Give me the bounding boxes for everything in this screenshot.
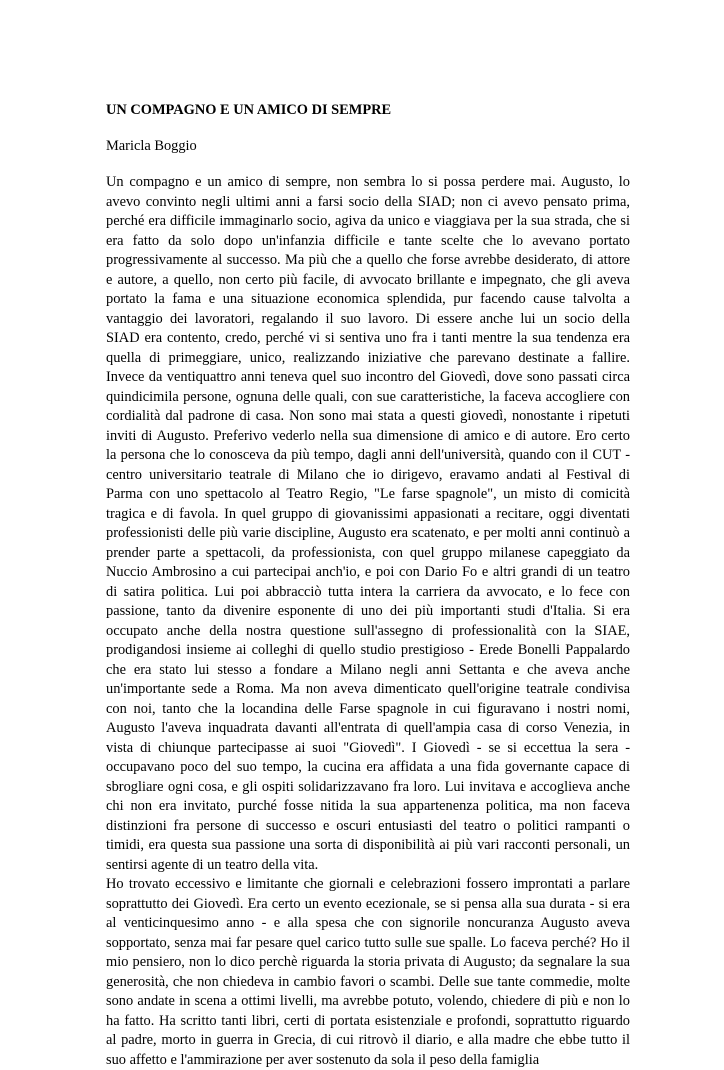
text-line: quindicimila persone, ognuna delle quali, con sue caratteristiche, la faceva accogliere con: [106, 388, 630, 408]
text-line: con noi, tanto che la locandina delle Farse spagnole in cui figuravano i nostri nomi,: [106, 700, 630, 720]
text-line: centro universitario teatrale di Milano che io dirigevo, eravamo andati al Festival di: [106, 466, 630, 486]
text-line: portato la fama e una situazione economica splendida, pur facendo cause talvolta a: [106, 290, 630, 310]
text-line: al padre, morto in guerra in Grecia, di cui ritrovò il diario, e alla madre che ebbe tutto il: [106, 1031, 630, 1051]
text-line: suo affetto e l'ammirazione per aver sostenuto da sola il peso della famiglia: [106, 1051, 630, 1070]
body-paragraph: [106, 173, 630, 875]
text-line: Parma con uno spettacolo al Teatro Regio, "Le farse spagnole", un misto di comicità: [106, 485, 630, 505]
text-line: di satira politica. Lui poi abbracciò tutta intera la carriera da avvocato, e lo fece con: [106, 583, 630, 603]
text-line: era fatto da solo dopo un'infanzia difficile e tante scelte che lo avevano portato: [106, 232, 630, 252]
text-line: al venticinquesimo anno - e alla spesa che con signorile noncuranza Augusto aveva: [106, 914, 630, 934]
text-line: Un compagno e un amico di sempre, non sembra lo si possa perdere mai. Augusto, lo: [106, 173, 630, 193]
text-line: soprattutto dei Giovedì. Era certo un evento ecezionale, se si pensa alla sua durata - si era: [106, 895, 630, 915]
document-page: [106, 101, 630, 1070]
document-title: UN COMPAGNO E UN AMICO DI SEMPRE: [106, 101, 630, 119]
text-line: ha fatto. Ha scritto tanti libri, certi di portata esistenziale e profondi, soprattutto riguardo: [106, 1012, 630, 1032]
author-name: Maricla Boggio: [106, 137, 630, 155]
text-line: SIAD era contento, credo, perché vi si sentiva uno fra i tanti mentre la sua tendenza era: [106, 329, 630, 349]
body-paragraph: [106, 875, 630, 1070]
text-line: vantaggio dei lavoratori, regalando il suo lavoro. Di essere anche lui un socio della: [106, 310, 630, 330]
text-line: professionisti delle più varie discipline, Augusto era scatenato, e per molti anni continuò a: [106, 524, 630, 544]
text-line: sopportato, senza mai far pesare quel carico tutto sulle sue spalle. Lo faceva perché? Ho il: [106, 934, 630, 954]
text-line: Invece da ventiquattro anni teneva quel suo incontro del Giovedì, dove sono passati circa: [106, 368, 630, 388]
text-line: passione, tanto da divenire esponente di uno dei più importanti studi d'Italia. Si era: [106, 602, 630, 622]
text-line: inviti di Augusto. Preferivo vederlo nella sua dimensione di amico e di autore. Ero certo: [106, 427, 630, 447]
text-line: Ho trovato eccessivo e limitante che giornali e celebrazioni fossero improntati a parlare: [106, 875, 630, 895]
text-line: quella di primeggiare, unico, realizzando iniziative che parevano destinate a fallire.: [106, 349, 630, 369]
text-line: perché era difficile immaginarlo socio, agiva da unico e viaggiava per la sua strada, che si: [106, 212, 630, 232]
text-line: timidi, era questa sua passione una sorta di disponibilità ai più vari racconti personali, un: [106, 836, 630, 856]
text-line: sbrogliare ogni cosa, e gli ospiti solidarizzavano fra loro. Lui invitava e accoglieva anche: [106, 778, 630, 798]
text-line: un'importante sede a Roma. Ma non aveva dimenticato quell'origine teatrale condivisa: [106, 680, 630, 700]
text-line: e autore, a quello, non certo più facile, di avvocato brillante e impegnato, che gli aveva: [106, 271, 630, 291]
text-line: che era stato lui stesso a fondare a Milano negli anni Settanta e che aveva anche: [106, 661, 630, 681]
text-line: prodigandosi insieme ai colleghi di quello studio prestigioso - Erede Bonelli Pappalardo: [106, 641, 630, 661]
text-line: la persona che lo conosceva da più tempo, dagli anni dell'università, quando con il CUT -: [106, 446, 630, 466]
text-line: chi non era invitato, purché fosse nitida la sua appartenenza politica, ma non faceva: [106, 797, 630, 817]
text-line: occupato anche della nostra questione sull'assegno di professionalità con la SIAE,: [106, 622, 630, 642]
text-line: prender parte a spettacoli, da professionista, con quel gruppo milanese capeggiato da: [106, 544, 630, 564]
text-line: sentirsi agente di un teatro della vita.: [106, 856, 630, 876]
text-line: progressivamente al successo. Ma più che a quello che forse avrebbe desiderato, di attore: [106, 251, 630, 271]
text-line: generosità, che non chiedeva in cambio favori o scambi. Delle sue tante commedie, molte: [106, 973, 630, 993]
text-line: tragica e di favola. In quel gruppo di giovanissimi appasionati a recitare, oggi diventati: [106, 505, 630, 525]
text-line: avevo convinto negli ultimi anni a farsi socio della SIAD; non ci avevo pensato prima,: [106, 193, 630, 213]
document-body: [106, 173, 630, 1070]
text-line: sono andate in scena a ottimi livelli, ma avrebbe potuto, volendo, chiedere di più e non lo: [106, 992, 630, 1012]
text-line: Nuccio Ambrosino a cui partecipai anch'io, e poi con Dario Fo e altri grandi di un teatro: [106, 563, 630, 583]
text-line: occupavano poco del suo tempo, la cucina era affidata a una fida governante capace di: [106, 758, 630, 778]
text-line: Augusto l'aveva inquadrata davanti all'entrata di quell'ampia casa di corso Venezia, in: [106, 719, 630, 739]
text-line: mio pensiero, non lo dico perchè riguarda la storia privata di Augusto; da segnalare la sua: [106, 953, 630, 973]
text-line: distinzioni fra persone di successo e oscuri entusiasti del teatro o politici rampanti o: [106, 817, 630, 837]
text-line: vista di chiunque partecipasse ai suoi "Giovedì". I Giovedì - se si eccettua la sera -: [106, 739, 630, 759]
text-line: cordialità dal padrone di casa. Non sono mai stata a questi giovedì, nonostante i ripetuti: [106, 407, 630, 427]
